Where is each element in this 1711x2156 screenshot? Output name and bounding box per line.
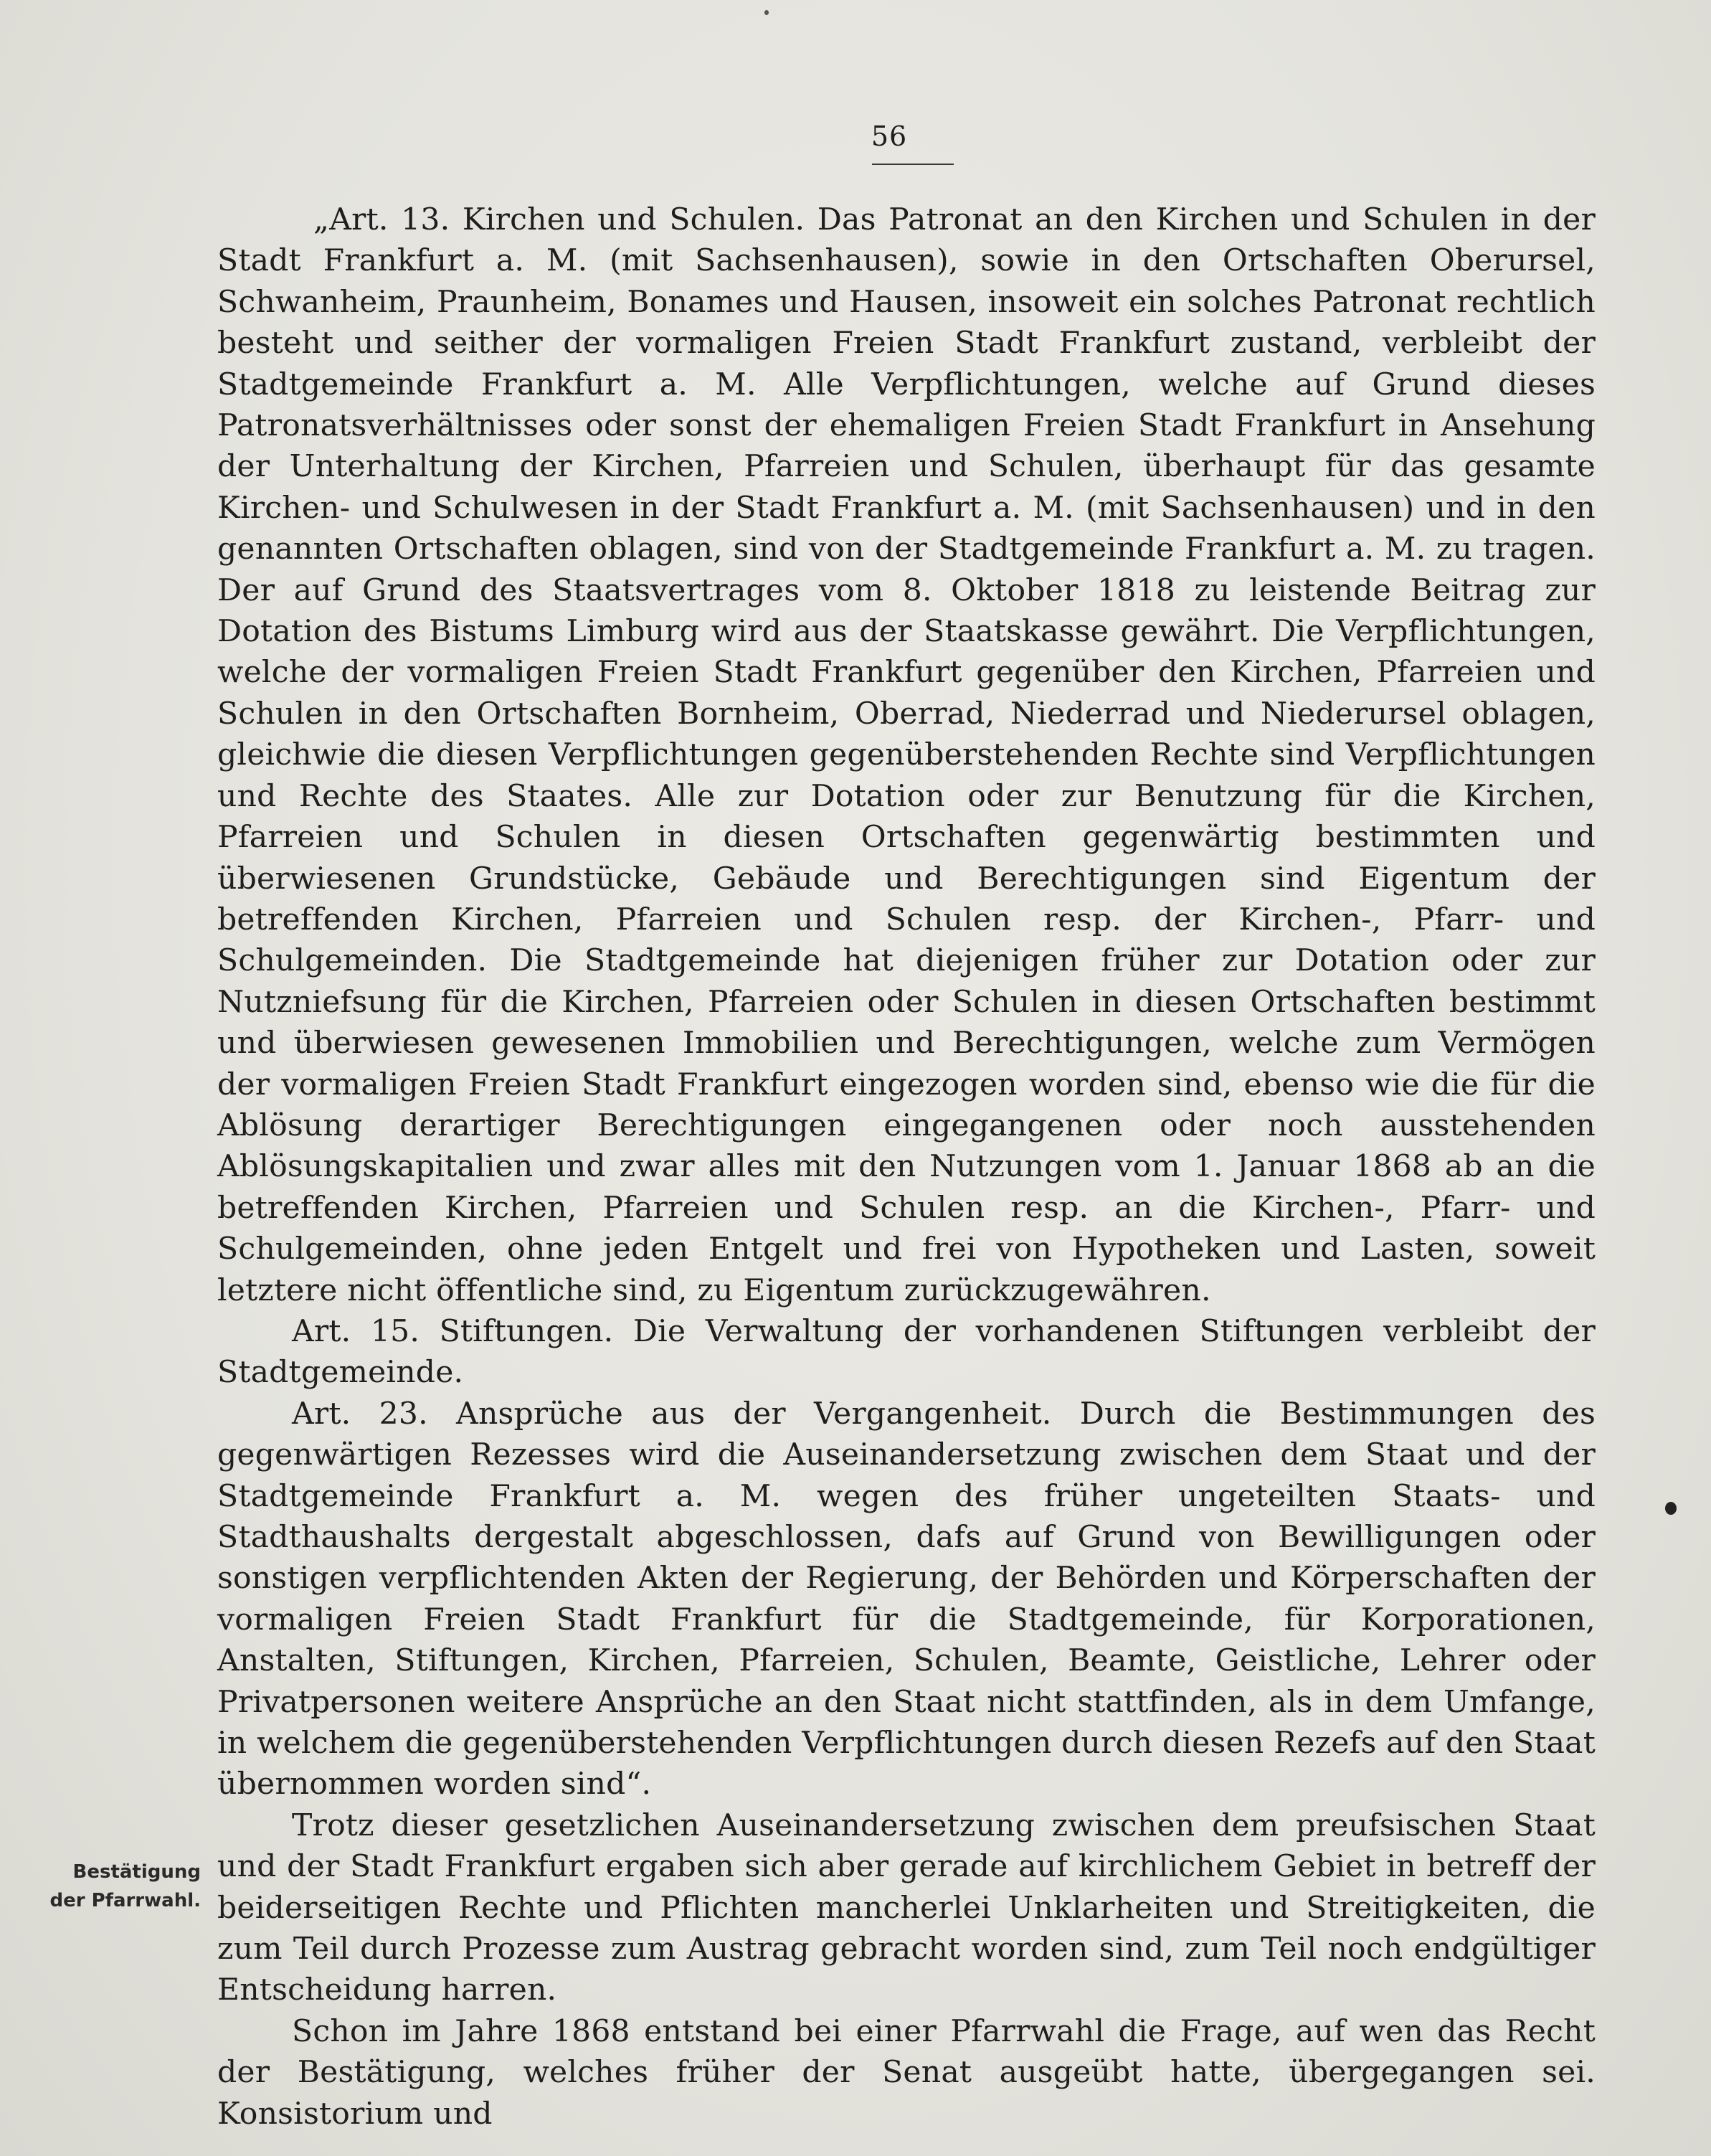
paragraph-art-15: Art. 15. Stiftungen. Die Verwaltung der vorhandenen Stiftungen verbleibt der Stadtgemeinde. [217,1313,1596,1391]
page-number-rule [872,164,954,165]
paragraph-trotz: Trotz dieser gesetzlichen Auseinandersetzung zwischen dem preufsischen Staat und der Stadt Frankfurt ergaben sich aber gerade auf kirchlichem Gebiet in betreff der beiderseitigen Rechte und Pflichten mancherlei Unklarheiten und Streitigkeiten, die zum Teil durch Prozesse zum Austrag gebracht worden sind, zum Teil noch endgültiger Entscheidung harren. [217,1807,1596,2008]
margin-note [42,1858,201,1915]
ink-speck [764,10,769,15]
margin-note-line-1: Bestätigung [72,1861,201,1883]
ink-blot [1665,1502,1677,1515]
paragraph-pfarrwahl: Schon im Jahre 1868 entstand bei einer Pfarrwahl die Frage, auf wen das Recht der Bestätigung, welches früher der Senat ausgeübt hatte, übergegangen sei. Konsistorium und [217,2013,1596,2132]
body-text [217,199,1596,2134]
paragraph-art-13: „Art. 13. Kirchen und Schulen. Das Patronat an den Kirchen und Schulen in der Stadt Frankfurt a. M. (mit Sachsenhausen), sowie in den Ortschaften Oberursel, Schwanheim, Praunheim, Bonames und Hausen, insoweit ein solches Patronat rechtlich besteht und seither der vormaligen Freien Stadt Frankfurt zustand, verbleibt der Stadtgemeinde Frankfurt a. M. Alle Verpflichtungen, welche auf Grund dieses Patronatsverhältnisses oder sonst der ehemaligen Freien Stadt Frankfurt in Ansehung der Unterhaltung der Kirchen, Pfarreien und Schulen, überhaupt für das gesamte Kirchen- und Schulwesen in der Stadt Frankfurt a. M. (mit Sachsenhausen) und in den genannten Ortschaften oblagen, sind von der Stadtgemeinde Frankfurt a. M. zu tragen. Der auf Grund des Staatsvertrages vom 8. Oktober 1818 zu leistende Beitrag zur Dotation des Bistums Limburg wird aus der Staatskasse gewährt. Die Verpflichtungen, welche der vormaligen Freien Stadt Frankfurt gegenüber den Kirchen, Pfarreien und Schulen in den Ortschaften Bornheim, Oberrad, Niederrad und Niederursel oblagen, gleichwie die diesen Verpflichtungen gegenüberstehenden Rechte sind Verpflichtungen und Rechte des Staates. Alle zur Dotation oder zur Benutzung für die Kirchen, Pfarreien und Schulen in diesen Ortschaften gegenwärtig bestimmten und überwiesenen Grundstücke, Gebäude und Berechtigungen sind Eigentum der betreffenden Kirchen, Pfarreien und Schulen resp. der Kirchen-, Pfarr- und Schulgemeinden. Die Stadtgemeinde hat diejenigen früher zur Dotation oder zur Nutzniefsung für die Kirchen, Pfarreien oder Schulen in diesen Ortschaften bestimmt und überwiesen gewesenen Immobilien und Berechtigungen, welche zum Vermögen der vormaligen Freien Stadt Frankfurt eingezogen worden sind, ebenso wie die für die Ablösung derartiger Berechtigungen eingegangenen oder noch ausstehenden Ablösungskapitalien und zwar alles mit den Nutzungen vom 1. Januar 1868 ab an die betreffenden Kirchen, Pfarreien und Schulen resp. an die Kirchen-, Pfarr- und Schulgemeinden, ohne jeden Entgelt und frei von Hypotheken und Lasten, soweit letztere nicht öffentliche sind, zu Eigentum zurückzugewähren. [217,202,1596,1308]
paragraph-art-23: Art. 23. Ansprüche aus der Vergangenheit. Durch die Bestimmungen des gegenwärtigen Rezesses wird die Auseinandersetzung zwischen dem Staat und der Stadtgemeinde Frankfurt a. M. wegen des früher ungeteilten Staats- und Stadthaushalts dergestalt abgeschlossen, dafs auf Grund von Bewilligungen oder sonstigen verpflichtenden Akten der Regierung, der Behörden und Körperschaften der vormaligen Freien Stadt Frankfurt für die Stadtgemeinde, für Korporationen, Anstalten, Stiftungen, Kirchen, Pfarreien, Schulen, Beamte, Geistliche, Lehrer oder Privatpersonen weitere Ansprüche an den Staat nicht stattfinden, als in dem Umfange, in welchem die gegenüberstehenden Verpflichtungen durch diesen Rezefs auf den Staat übernommen worden sind“. [217,1396,1596,1802]
margin-note-line-2: der Pfarrwahl. [49,1890,201,1911]
page-number: 56 [871,120,908,152]
